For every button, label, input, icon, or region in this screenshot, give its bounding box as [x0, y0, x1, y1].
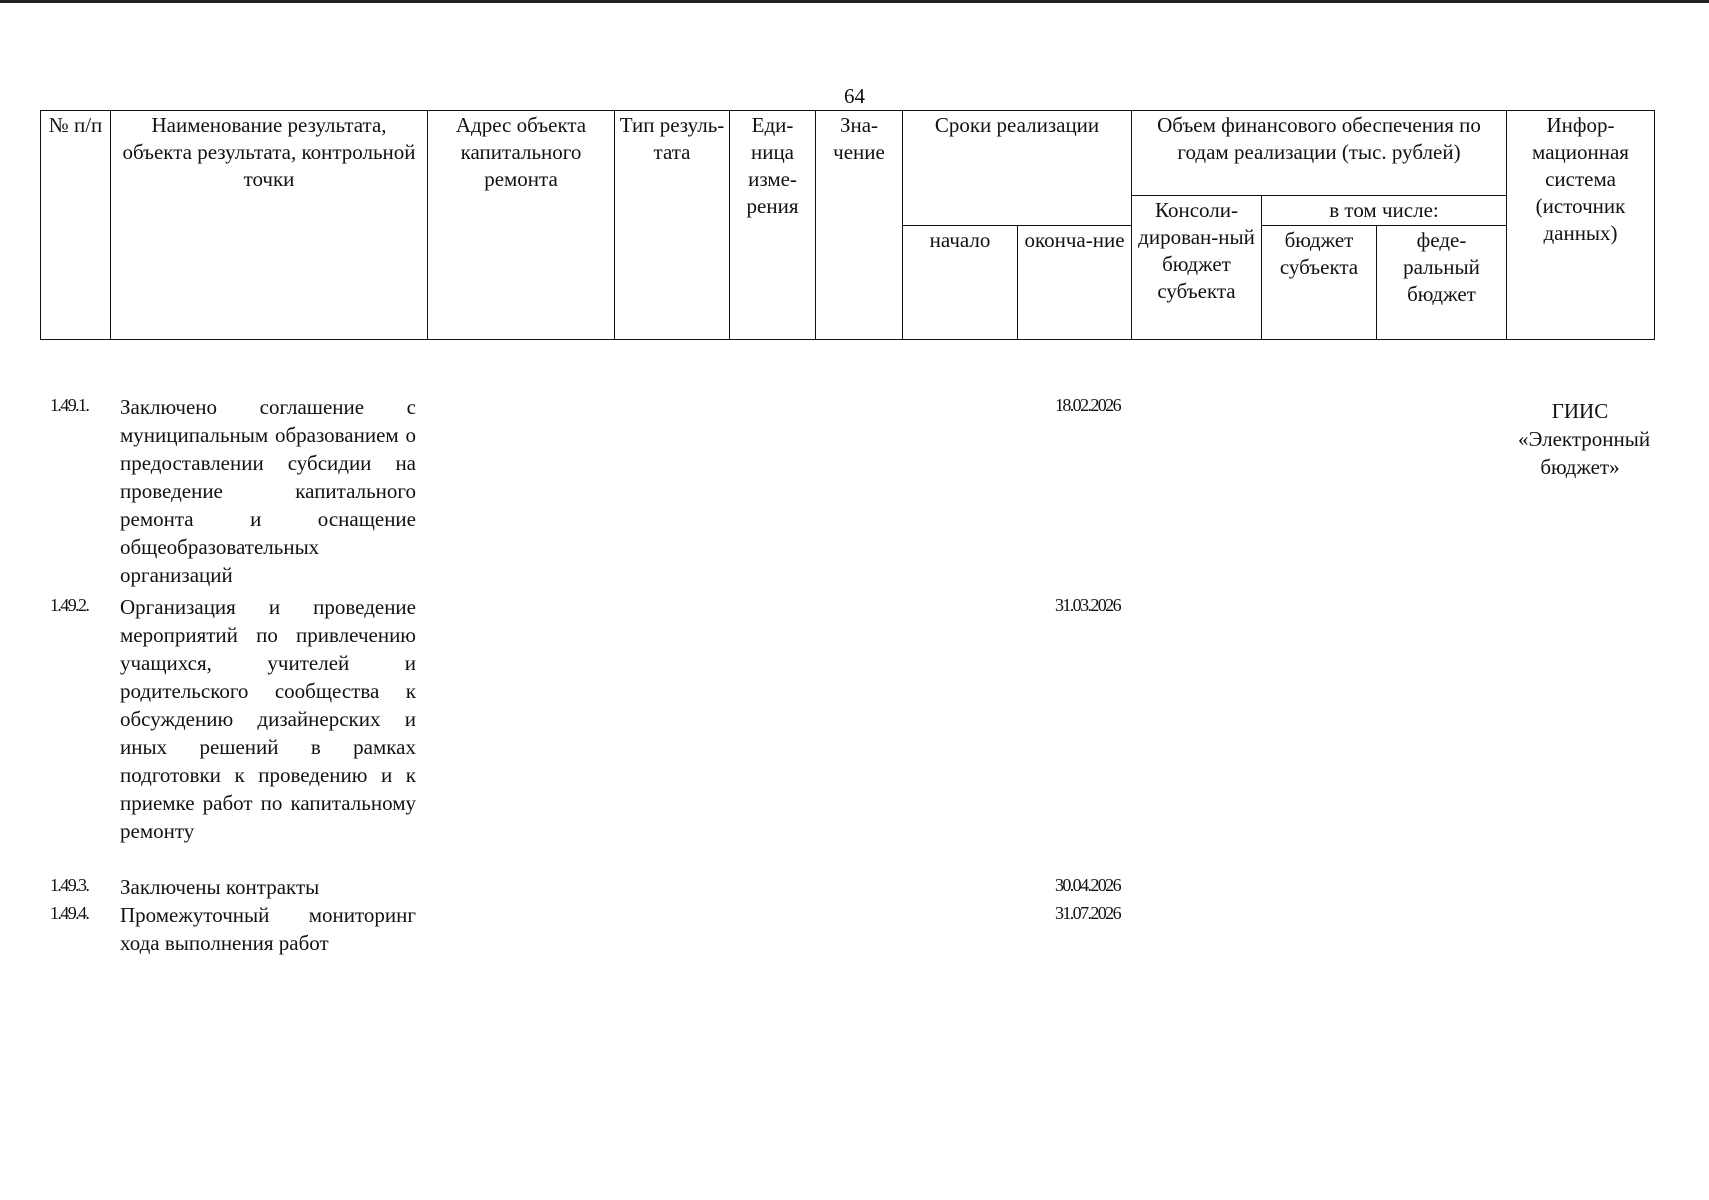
row-text: Заключены контракты — [120, 875, 320, 899]
col-federal-budget-header: феде-ральный бюджет — [1377, 226, 1507, 340]
row-end-date: 31.03.2026 — [1054, 595, 1120, 615]
col-name-header: Наименование результата, объекта результата, контрольной точки — [111, 111, 428, 340]
row-source: ГИИС «Электронный бюджет» — [1518, 399, 1651, 479]
row-number: 1.49.3. — [50, 875, 89, 895]
row-text: Организация и проведение мероприятий по привлечению учащихся, учителей и родительского сообщества к обсуждению дизайнерских и иных решений в рамках подготовки к проведению и к приемке работ по капитальному ремонту — [120, 595, 416, 843]
header-table — [40, 110, 1655, 340]
col-finance-header: Объем финансового обеспечения по годам реализации (тыс. рублей) — [1132, 111, 1507, 196]
row-end-date: 31.07.2026 — [1054, 903, 1120, 923]
col-regional-budget-header: бюджет субъекта — [1262, 226, 1377, 340]
col-value-header: Зна-чение — [816, 111, 903, 340]
col-end-header: оконча-ние — [1018, 226, 1132, 340]
col-type-header: Тип резуль-тата — [615, 111, 730, 340]
row-end-date: 18.02.2026 — [1054, 395, 1120, 415]
row-text: Заключено соглашение с муниципальным образованием о предоставлении субсидии на проведение капитального ремонта и оснащение общеобразовательных организаций — [120, 395, 416, 587]
col-info-system-header: Инфор-мационная система (источник данных) — [1507, 111, 1655, 340]
col-including-header: в том числе: — [1262, 196, 1507, 226]
col-num-header: № п/п — [41, 111, 111, 340]
page-number: 64 — [844, 84, 865, 108]
col-address-header: Адрес объекта капитального ремонта — [428, 111, 615, 340]
row-number: 1.49.1. — [50, 395, 89, 415]
row-number: 1.49.4. — [50, 903, 89, 923]
row-end-date: 30.04.2026 — [1054, 875, 1120, 895]
col-start-header: начало — [903, 226, 1018, 340]
col-terms-header: Сроки реализации — [903, 111, 1132, 226]
col-consolidated-header: Консоли-дирован-ный бюджет субъекта — [1132, 196, 1262, 340]
row-text: Промежуточный мониторинг хода выполнения работ — [120, 903, 416, 955]
row-number: 1.49.2. — [50, 595, 89, 615]
scan-top-edge — [0, 0, 1709, 3]
col-unit-header: Еди-ница изме-рения — [730, 111, 816, 340]
